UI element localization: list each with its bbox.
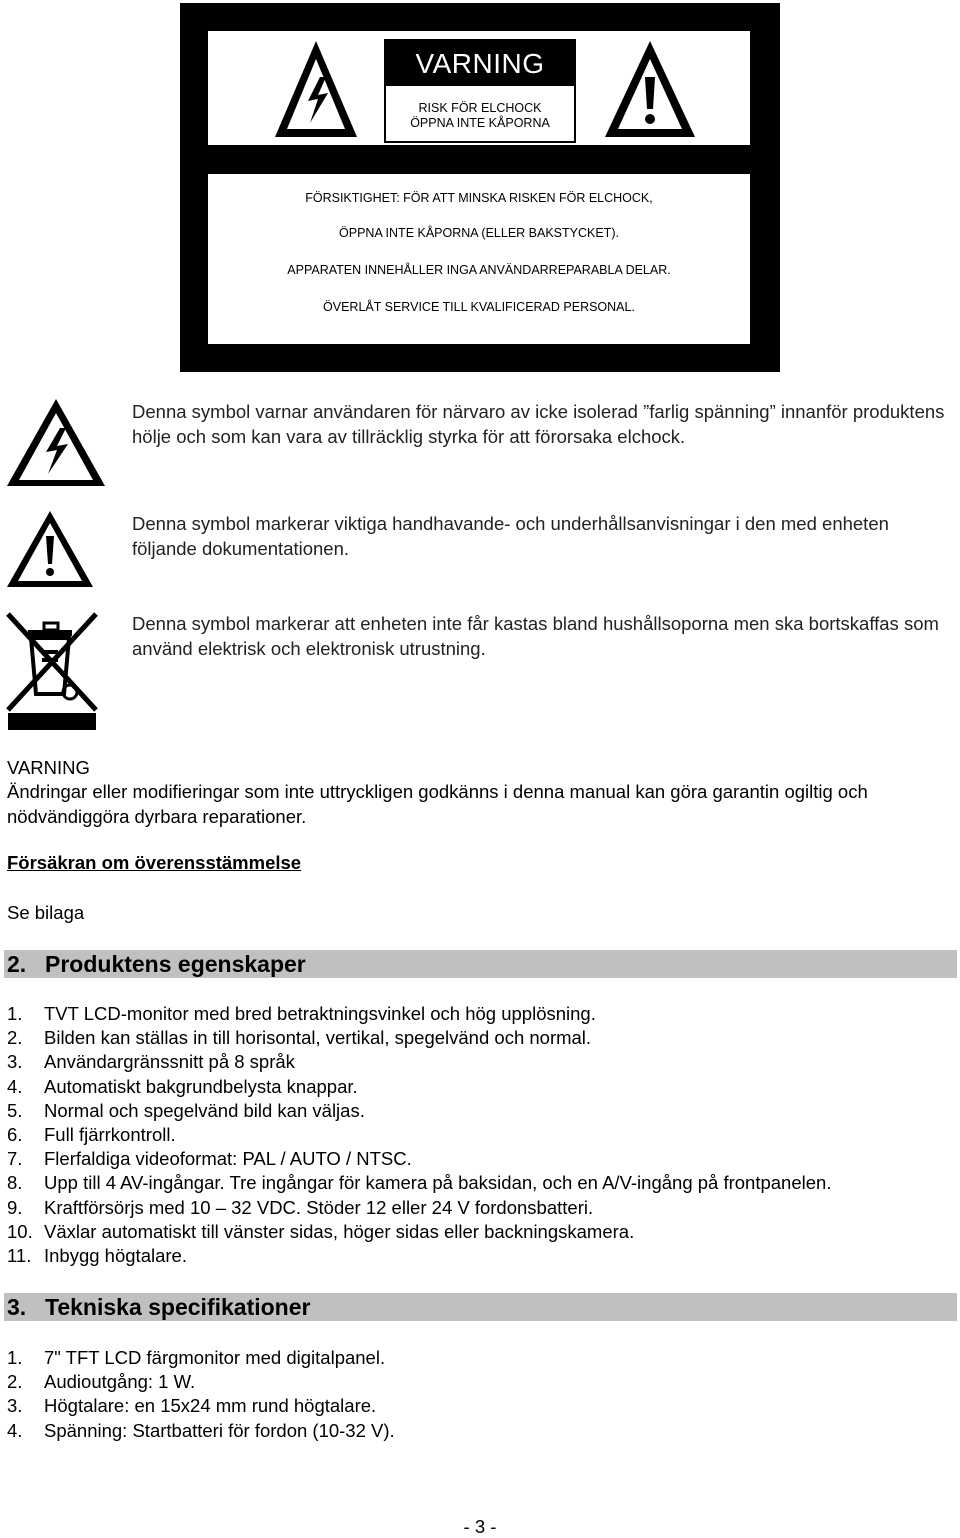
caution-line: ÖPPNA INTE KÅPORNA (ELLER BAKSTYCKET). bbox=[339, 226, 619, 240]
section-number: 2. bbox=[7, 951, 27, 977]
section-heading-features bbox=[4, 950, 957, 978]
symbol-description-bin: Denna symbol markerar att enheten inte får kastas bland hushållsoporna men ska bortskaffas som använd elektrisk och elektronisk utrustning. bbox=[132, 613, 939, 659]
varning-badge bbox=[384, 39, 576, 143]
symbol-description-exclamation: Denna symbol markerar viktiga handhavande- och underhållsanvisningar i den med enheten följande dokumentationen. bbox=[132, 513, 889, 559]
conformity-heading: Försäkran om överensstämmelse bbox=[7, 852, 302, 873]
warning-label-caution bbox=[208, 174, 750, 344]
warning-note-label: VARNING bbox=[7, 757, 90, 778]
symbol-description-lightning: Denna symbol varnar användaren för närvaro av icke isolerad ”farlig spänning” innanför produktens hölje och som kan vara av tillräcklig styrka för att förorsaka elchock. bbox=[132, 401, 945, 447]
conformity-text: Se bilaga bbox=[7, 902, 85, 923]
lightning-warning-icon bbox=[4, 396, 108, 490]
crossed-bin-icon bbox=[4, 610, 100, 732]
varning-badge-title: VARNING bbox=[386, 41, 574, 86]
page-number: - 3 - bbox=[463, 1516, 497, 1537]
warning-label bbox=[180, 3, 780, 372]
exclamation-warning-icon bbox=[602, 37, 698, 141]
caution-line: ÖVERLÅT SERVICE TILL KVALIFICERAD PERSONAL. bbox=[323, 300, 635, 314]
section-title: Produktens egenskaper bbox=[45, 951, 306, 977]
warning-label-top bbox=[208, 31, 750, 145]
caution-line: FÖRSIKTIGHET: FÖR ATT MINSKA RISKEN FÖR ELCHOCK, bbox=[305, 191, 653, 205]
lightning-warning-icon bbox=[272, 37, 360, 141]
varning-badge-line-1: RISK FÖR ELCHOCK bbox=[418, 101, 542, 115]
warning-note-text: Ändringar eller modifieringar som inte uttryckligen godkänns i denna manual kan göra garantin ogiltig och nödvändiggöra dyrbara reparationer. bbox=[7, 781, 868, 827]
section-number: 3. bbox=[7, 1294, 27, 1320]
caution-line: APPARATEN INNEHÅLLER INGA ANVÄNDARREPARABLA DELAR. bbox=[287, 263, 671, 277]
section-title: Tekniska specifikationer bbox=[45, 1294, 311, 1320]
varning-badge-line-2: ÖPPNA INTE KÅPORNA bbox=[410, 116, 550, 130]
section-heading-specs bbox=[4, 1293, 957, 1321]
exclamation-warning-icon bbox=[4, 508, 96, 590]
